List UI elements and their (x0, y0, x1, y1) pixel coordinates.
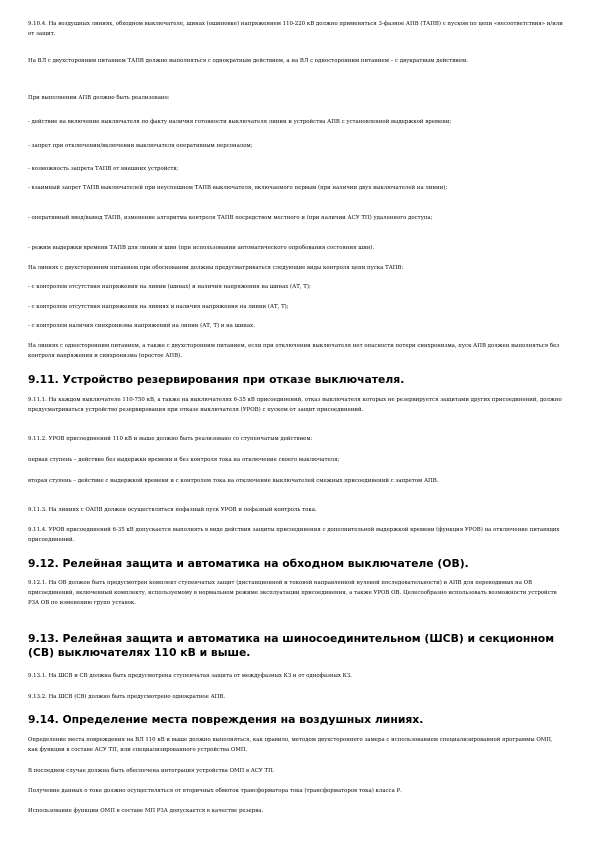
section-heading-9-11: 9.11. Устройство резервирования при отказе выключателя. (28, 373, 405, 386)
paragraph-omp-method: Определение места повреждения на ВЛ 110 кВ и выше должно выполняться, как правило, методом двухстороннего замера с использованием специализированной программы ОМП, как функции в составе АСУ ТП, или специализированного устройства ОМП. (28, 737, 553, 754)
paragraph-second-stage: вторая ступень – действие с выдержкой времени и с контролем тока на отключение выключателей смежных присоединений с запретом АПВ. (28, 478, 439, 484)
paragraph-9-10-4: 9.10.4. На воздушных линиях, обходном выключателе, шинах (ошиновке) напряжением 110-220 кВ должно применяться 3-фазное АПВ (ТАПВ) с пуском по цепи «несоответствия» и/или от защит. (28, 21, 563, 38)
paragraph-tapv-control: На линиях с двухсторонним питанием при обосновании должны предусматриваться следующие виды контроля цепи пуска ТАПВ: (28, 265, 404, 271)
list-item: - запрет при отключении/включении выключателя оперативным персоналом; (28, 143, 253, 149)
list-item: - с контролем отсутствия напряжения на линии (шинах) и наличия напряжения на шинах (АТ, Т); (28, 284, 311, 290)
paragraph-simple-apv: На линиях с односторонним питанием, а также с двухсторонним питанием, если при отключении выключателя нет опасности потери синхронизма, пуск АПВ должен выполняться без контроля напряжения и синхронизма (простое АПВ). (28, 343, 560, 360)
list-item: - режим выдержки времени ТАПВ для линии и шин (при использовании автоматического опробования состояния шин). (28, 245, 375, 251)
paragraph-9-13-2: 9.13.2. На ШСВ (СВ) должно быть предусмотрено однократное АПВ. (28, 694, 226, 700)
section-heading-9-14: 9.14. Определение места повреждения на воздушных линиях. (28, 713, 424, 726)
paragraph-9-11-1: 9.11.1. На каждом выключателе 110-750 кВ, а также на выключателях 6-35 кВ присоединений, отказ выключателя которых не резервируется защитами других присоединений, должно предусматриваться устройство резервирования при отказе выключателя (УРОВ) с пуском от защит присоединений. (28, 397, 562, 414)
paragraph-vl-tapv: На ВЛ с двухсторонним питанием ТАПВ должно выполняться с однократным действием, а на ВЛ с односторонним питанием – с двукратным действием. (28, 58, 469, 64)
paragraph-9-13-1: 9.13.1. На ШСВ и СВ должна быть предусмотрена ступенчатая защита от междуфазных КЗ и от однофазных КЗ. (28, 673, 352, 679)
paragraph-omp-reserve: Использование функции ОМП в составе МП РЗА допускается в качестве резерва. (28, 808, 264, 814)
section-heading-9-13: 9.13. Релейная защита и автоматика на шиносоединительном (ШСВ) и секционном (СВ) выключателях 110 кВ и выше. (28, 632, 555, 659)
list-item: - действие на включение выключателя по факту наличия готовности выключателя линии и устройства АПВ с установленной выдержкой времени; (28, 119, 452, 125)
paragraph-9-11-4: 9.11.4. УРОВ присоединений 6-35 кВ допускается выполнять в виде действия защиты присоединения с дополнительной выдержкой времени (функция УРОВ) на отключение питающих присоединений. (28, 527, 560, 544)
paragraph-current-data: Получение данных о токе должно осуществляться от вторичных обмоток трансформатора тока (трансформаторов тока) класса Р. (28, 788, 402, 794)
paragraph-first-stage: первая ступень – действие без выдержки времени и без контроля тока на отключение своего выключателя; (28, 457, 340, 463)
paragraph-apv-intro: При выполнении АПВ должно быть реализовано: (28, 95, 170, 101)
list-item: - с контролем отсутствия напряжения на линиях и наличия напряжения на линии (АТ, Т); (28, 304, 289, 310)
paragraph-9-11-2: 9.11.2. УРОВ присоединений 110 кВ и выше должно быть реализовано со ступенчатым действием: (28, 436, 313, 442)
paragraph-9-11-3: 9.11.3. На линиях с ОАПВ должен осуществляться пофазный пуск УРОВ и пофазный контроль тока. (28, 507, 317, 513)
section-heading-9-12: 9.12. Релейная защита и автоматика на обходном выключателе (ОВ). (28, 557, 469, 570)
paragraph-omp-integration: В последнем случае должна быть обеспечена интеграция устройства ОМП в АСУ ТП. (28, 768, 275, 774)
list-item: - возможность запрета ТАПВ от внешних устройств; (28, 166, 179, 172)
paragraph-9-12-1: 9.12.1. На ОВ должен быть предусмотрен комплект ступенчатых защит (дистанционной и токовой направленной нулевой последовательности) и АПВ для переводимых на ОВ присоединений, включенный комплекту, используемому в нормальном режиме эксплуатации присоединения, а также УРОВ ОВ. Целесообразно использовать возможности устройств РЗА ОВ по изменению групп уставок. (28, 580, 557, 607)
list-item: - взаимный запрет ТАПВ выключателей при неуспешном ТАПВ выключателя, включаемого первым (при наличии двух выключателей на линии); (28, 185, 448, 191)
list-item: - с контролем наличия синхронизма напряжений на линии (АТ, Т) и на шинах. (28, 323, 255, 329)
list-item: - оперативный ввод/вывод ТАПВ, изменение алгоритма контроля ТАПВ посредством местного и (при наличии АСУ ТП) удаленного доступа; (28, 215, 433, 221)
